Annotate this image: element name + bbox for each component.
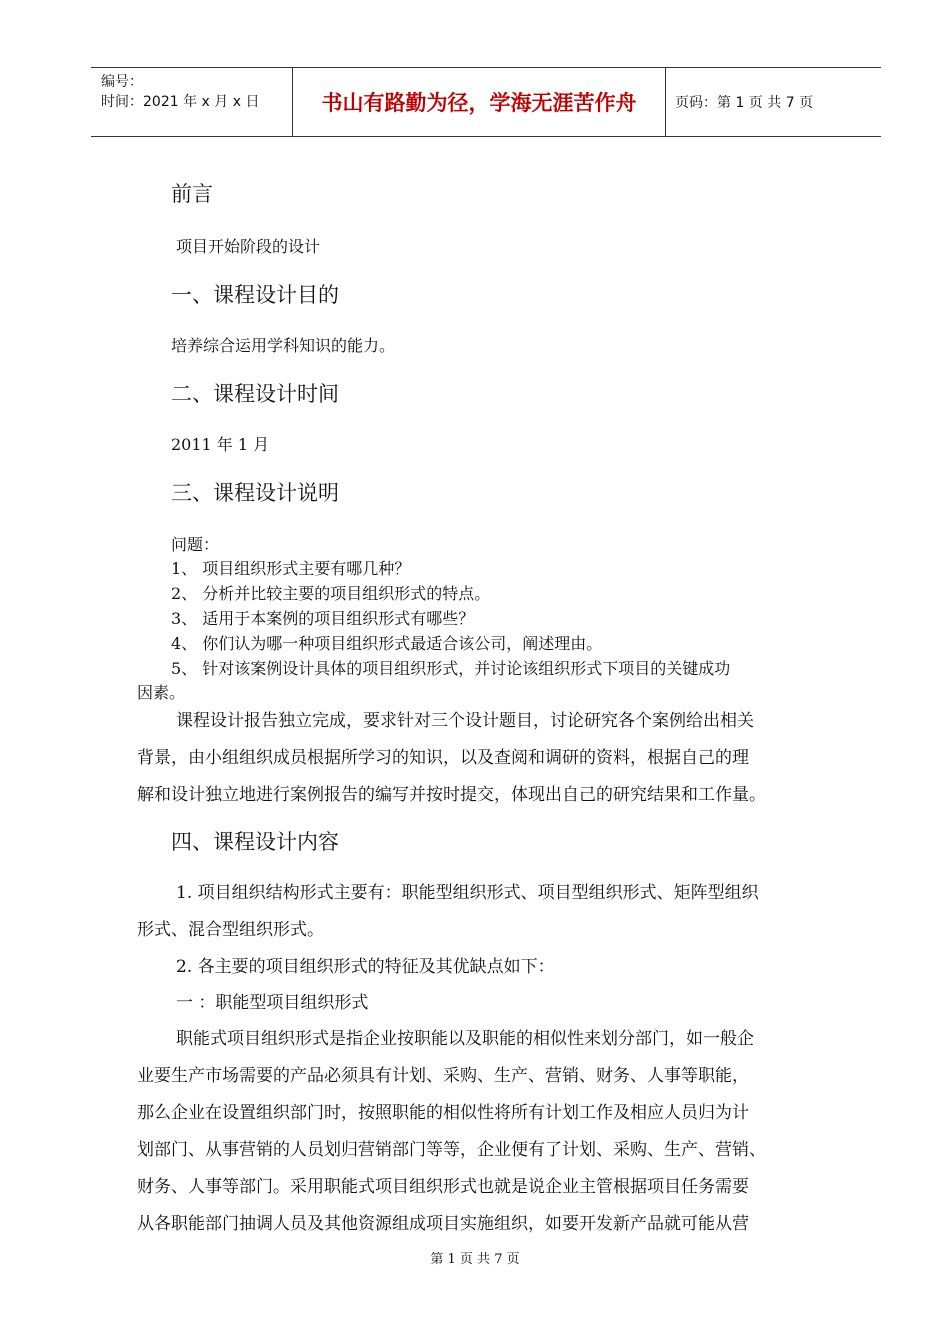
paragraph: 从各职能部门抽调人员及其他资源组成项目实施组织，如要开发新产品就可能从营 — [137, 1214, 749, 1234]
page-footer: 第 1 页 共 7 页 — [430, 1252, 520, 1267]
paragraph: 职能式项目组织形式是指企业按职能以及职能的相似性来划分部门，如一般企 — [176, 1029, 754, 1049]
header-motto: 书山有路勤为径，学海无涯苦作舟 — [321, 91, 637, 115]
section-heading: 四、课程设计内容 — [171, 830, 339, 854]
header-number-label: 编号： — [101, 74, 143, 90]
paragraph: 2. 各主要的项目组织形式的特征及其优缺点如下： — [176, 957, 555, 977]
paragraph: 财务、人事等部门。采用职能式项目组织形式也就是说企业主管根据项目任务需要 — [137, 1177, 749, 1197]
paragraph: 那么企业在设置组织部门时，按照职能的相似性将所有计划工作及相应人员归为计 — [137, 1103, 749, 1123]
paragraph: 2011 年 1 月 — [171, 435, 270, 454]
paragraph: 形式、混合型组织形式。 — [137, 920, 324, 940]
paragraph: 1. 项目组织结构形式主要有：职能型组织形式、项目型组织形式、矩阵型组织 — [176, 883, 759, 903]
question-item-cont: 因素。 — [137, 683, 186, 702]
header-time: 时间：2021 年 x 月 x 日 — [101, 94, 260, 110]
paragraph: 业要生产市场需要的产品必须具有计划、采购、生产、营销、财务、人事等职能， — [137, 1066, 749, 1086]
paragraph: 课程设计报告独立完成，要求针对三个设计题目，讨论研究各个案例给出相关 — [176, 711, 754, 731]
question-item: 4、 你们认为哪一种项目组织形式最适合该公司，阐述理由。 — [171, 634, 603, 653]
preface-text: 项目开始阶段的设计 — [176, 237, 321, 256]
question-item: 1、 项目组织形式主要有哪几种？ — [171, 559, 411, 578]
paragraph: 划部门、从事营销的人员划归营销部门等等，企业便有了计划、采购、生产、营销、 — [137, 1140, 766, 1160]
section-heading: 一、课程设计目的 — [171, 283, 339, 307]
paragraph: 培养综合运用学科知识的能力。 — [171, 336, 396, 355]
section-heading: 三、课程设计说明 — [171, 481, 339, 505]
header-meta — [101, 72, 259, 112]
subheading: 一 ：职能型项目组织形式 — [176, 993, 369, 1013]
question-item: 3、 适用于本案例的项目组织形式有哪些？ — [171, 609, 475, 628]
paragraph: 背景，由小组组织成员根据所学习的知识，以及查阅和调研的资料，根据自己的理 — [137, 748, 749, 768]
preface-heading: 前言 — [171, 182, 213, 206]
page-header — [91, 67, 881, 137]
paragraph: 解和设计独立地进行案例报告的编写并按时提交，体现出自己的研究结果和工作量。 — [137, 785, 766, 805]
section-heading: 二、课程设计时间 — [171, 382, 339, 406]
question-item: 5、 针对该案例设计具体的项目组织形式，并讨论该组织形式下项目的关键成功 — [171, 659, 731, 678]
header-page-number: 页码：第 1 页 共 7 页 — [675, 95, 814, 111]
header-divider — [665, 68, 666, 136]
question-item: 2、 分析并比较主要的项目组织形式的特点。 — [171, 584, 491, 603]
question-label: 问题： — [171, 535, 220, 554]
